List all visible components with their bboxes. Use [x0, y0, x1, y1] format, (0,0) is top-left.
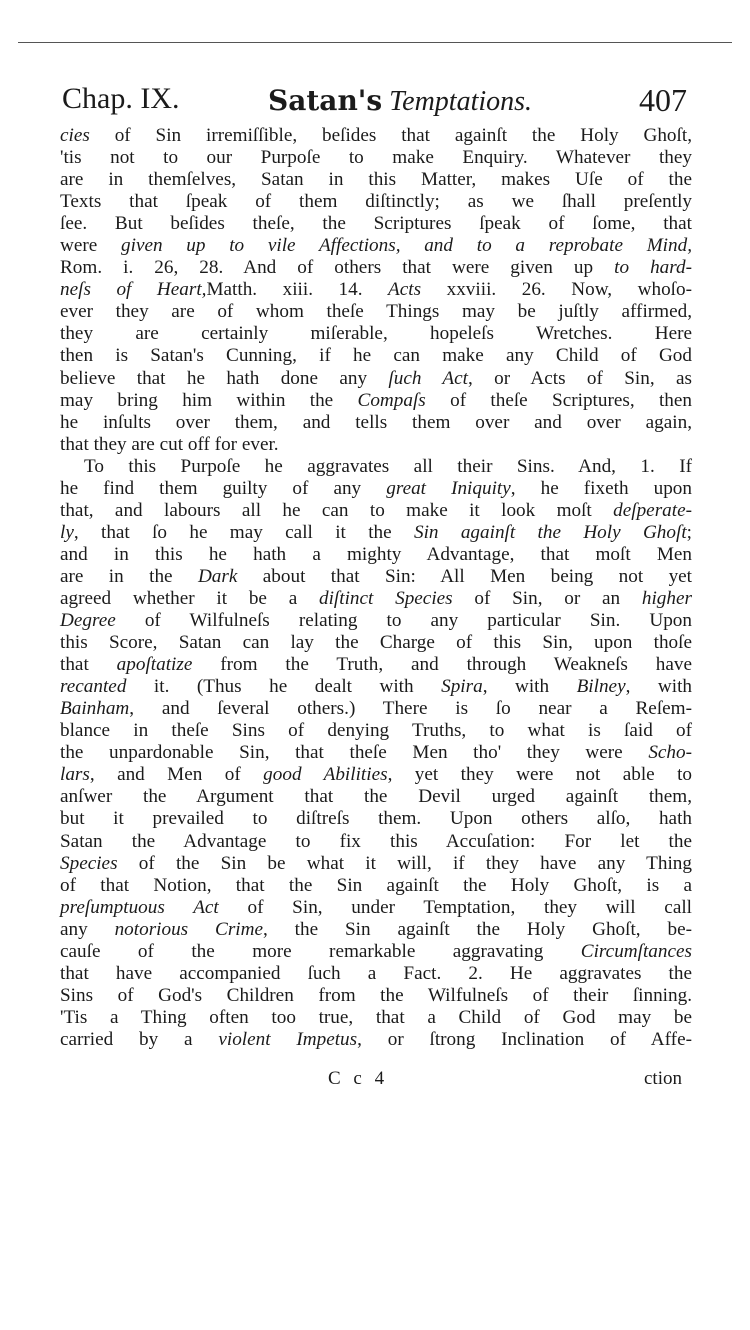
- running-title-blackletter: Satan's: [268, 84, 383, 117]
- text-line: [60, 610, 692, 632]
- text-run: they are certainly miſerable, hopeleſs Wretches. Here: [60, 323, 692, 345]
- text-line: [60, 500, 692, 522]
- top-rule: [18, 42, 732, 43]
- italic-text: apoſtatize: [116, 654, 193, 676]
- italic-text: recanted: [60, 676, 127, 698]
- italic-text: lars: [60, 764, 90, 786]
- text-line: [60, 698, 692, 720]
- text-run: of Sin, under Temptation, they will call: [218, 896, 692, 918]
- text-run: agreed whether it be a: [60, 587, 319, 609]
- text-line: [60, 191, 692, 213]
- text-line: [60, 257, 692, 279]
- running-title-italic: Temptations.: [389, 86, 533, 117]
- text-run: that, and labours all he can to make it look moſt: [60, 499, 614, 521]
- text-run: but it prevailed to diſtreſs them. Upon others alſo, hath: [60, 808, 692, 830]
- text-line: [60, 1029, 692, 1051]
- text-run: 'Tis a Thing often too true, that a Child of God may be: [60, 1006, 692, 1028]
- text-run: it. (Thus he dealt with: [126, 676, 442, 698]
- text-run: blance in theſe Sins of denying Truths, to what is ſaid of: [60, 720, 692, 742]
- text-run: Matth. xiii. 14.: [206, 279, 389, 301]
- italic-text: ſuch Act: [388, 367, 468, 389]
- text-run: of Sin irremiſſible, beſides that againſt the Holy Ghoſt,: [89, 125, 692, 146]
- text-run: , with: [625, 676, 692, 698]
- text-run: , yet they were not able to: [387, 764, 693, 786]
- text-line: [60, 456, 692, 478]
- italic-text: deſperate-: [613, 499, 692, 521]
- text-line: [60, 632, 692, 654]
- text-run: To this Purpoſe he aggravates all their Sins. And, 1. If: [84, 455, 692, 477]
- text-run: , or Acts of Sin, as: [468, 367, 692, 389]
- text-run: 'tis not to our Purpoſe to make Enquiry. Whatever they: [60, 147, 692, 169]
- italic-text: Spira: [441, 676, 483, 698]
- italic-text: Scho-: [648, 742, 692, 764]
- text-run: Texts that ſpeak of them diſtinctly; as we ſhall preſently: [60, 191, 692, 213]
- text-line: [60, 323, 692, 345]
- italic-text: cies: [60, 125, 90, 146]
- text-run: of the Sin be what it will, if they have any Thing: [117, 852, 692, 874]
- signature-mark: C c 4: [328, 1068, 389, 1089]
- text-run: anſwer the Argument that the Devil urged againſt them,: [60, 786, 692, 808]
- text-line: [60, 588, 692, 610]
- text-run: , he fixeth upon: [510, 477, 692, 499]
- text-line: [60, 654, 692, 676]
- italic-text: given up to vile Affections, and to a reprobate Mind,: [121, 235, 692, 257]
- text-run: that: [60, 654, 117, 676]
- text-run: believe that he hath done any: [60, 367, 389, 389]
- text-line: [60, 941, 692, 963]
- text-run: carried by a: [60, 1028, 219, 1050]
- text-line: [60, 125, 692, 147]
- italic-text: Sin againſt the Holy Ghoſt: [413, 521, 687, 543]
- text-run: of theſe Scriptures, then: [425, 389, 692, 411]
- text-line: [60, 764, 692, 786]
- text-line: [60, 368, 692, 390]
- text-line: [60, 213, 692, 235]
- text-line: [60, 720, 692, 742]
- chapter-label: Chap. IX.: [62, 82, 180, 115]
- text-run: xxviii. 26. Now, whoſo-: [421, 279, 692, 301]
- text-run: about that Sin: All Men being not yet: [237, 565, 693, 587]
- italic-text: great Iniquity: [386, 477, 511, 499]
- text-run: are in the: [60, 565, 198, 587]
- italic-text: Dark: [197, 565, 238, 587]
- italic-text: violent Impetus: [218, 1028, 358, 1050]
- text-run: are in themſelves, Satan in this Matter, makes Uſe of the: [60, 169, 692, 191]
- italic-text: Circumſtances: [580, 940, 692, 962]
- running-header: [62, 82, 687, 126]
- text-run: Sins of God's Children from the Wilfulneſs of their ſinning.: [60, 984, 692, 1006]
- text-run: cauſe of the more remarkable aggravating: [60, 940, 581, 962]
- italic-text: Species: [60, 852, 118, 874]
- text-line: [60, 235, 692, 257]
- page-footer: [60, 1068, 692, 1092]
- text-line: [60, 169, 692, 191]
- text-run: , and ſeveral others.) There is ſo near a Reſem-: [129, 698, 692, 720]
- italic-text: preſumptuous Act: [60, 896, 219, 918]
- text-line: [60, 345, 692, 367]
- italic-text: Compaſs: [357, 389, 426, 411]
- text-run: that they are cut off for ever.: [60, 433, 279, 455]
- text-run: of Wilfulneſs relating to any particular Sin. Upon: [115, 610, 692, 632]
- text-line: [60, 279, 692, 301]
- text-run: that have accompanied ſuch a Fact. 2. He aggravates the: [60, 962, 692, 984]
- text-line: [60, 808, 692, 830]
- text-run: may bring him within the: [60, 389, 358, 411]
- italic-text: neſs of Heart,: [60, 279, 207, 301]
- text-line: [60, 963, 692, 985]
- text-run: ſee. But beſides theſe, the Scriptures ſpeak of ſome, that: [60, 213, 692, 235]
- text-run: from the Truth, and through Weakneſs have: [192, 654, 692, 676]
- text-run: the unpardonable Sin, that theſe Men tho' they were: [60, 742, 649, 764]
- text-run: of that Notion, that the Sin againſt the Holy Ghoſt, is a: [60, 874, 692, 896]
- text-run: , the Sin againſt the Holy Ghoſt, be-: [263, 918, 692, 940]
- text-run: Satan the Advantage to fix this Accuſation: For let the: [60, 830, 692, 852]
- text-run: , and Men of: [89, 764, 264, 786]
- text-line: [60, 919, 692, 941]
- text-line: [60, 566, 692, 588]
- text-line: [60, 147, 692, 169]
- italic-text: notorious Crime: [114, 918, 263, 940]
- text-line: [60, 742, 692, 764]
- text-run: this Score, Satan can lay the Charge of this Sin, upon thoſe: [60, 632, 692, 654]
- text-line: [60, 412, 692, 434]
- text-run: then is Satan's Cunning, if he can make any Child of God: [60, 345, 692, 367]
- text-run: , that ſo he may call it the: [73, 521, 414, 543]
- text-line: [60, 831, 692, 853]
- text-run: ever they are of whom theſe Things may be juſtly affirmed,: [60, 301, 692, 323]
- italic-text: Bilney: [576, 676, 626, 698]
- italic-text: higher: [641, 587, 692, 609]
- text-line: [60, 985, 692, 1007]
- text-run: Rom. i. 26, 28. And of others that were given up: [60, 257, 615, 279]
- text-line: [60, 434, 692, 456]
- text-line: [60, 544, 692, 566]
- text-line: [60, 676, 692, 698]
- text-run: , or ſtrong Inclination of Affe-: [357, 1028, 692, 1050]
- italic-text: ly: [60, 521, 74, 543]
- page-number: 407: [639, 82, 687, 118]
- running-title: [268, 84, 532, 118]
- catchword: ction: [644, 1068, 682, 1089]
- text-run: were: [60, 235, 122, 257]
- text-line: [60, 786, 692, 808]
- text-run: he find them guilty of any: [60, 477, 387, 499]
- text-run: and in this he hath a mighty Advantage, that moſt Men: [60, 543, 692, 565]
- text-line: [60, 1007, 692, 1029]
- italic-text: to hard-: [614, 257, 692, 279]
- italic-text: Degree: [60, 610, 116, 632]
- text-line: [60, 390, 692, 412]
- text-run: of Sin, or an: [452, 587, 642, 609]
- text-line: [60, 478, 692, 500]
- text-line: [60, 897, 692, 919]
- text-run: any: [60, 918, 115, 940]
- text-line: [60, 853, 692, 875]
- italic-text: Bainham: [60, 698, 130, 720]
- text-run: ;: [686, 521, 692, 543]
- body-text: [60, 125, 692, 1051]
- text-line: [60, 522, 692, 544]
- text-run: he inſults over them, and tells them over and over again,: [60, 411, 692, 433]
- italic-text: diſtinct Species: [318, 587, 453, 609]
- italic-text: Acts: [388, 279, 422, 301]
- text-line: [60, 875, 692, 897]
- text-run: , with: [482, 676, 577, 698]
- text-line: [60, 301, 692, 323]
- italic-text: good Abilities: [263, 764, 388, 786]
